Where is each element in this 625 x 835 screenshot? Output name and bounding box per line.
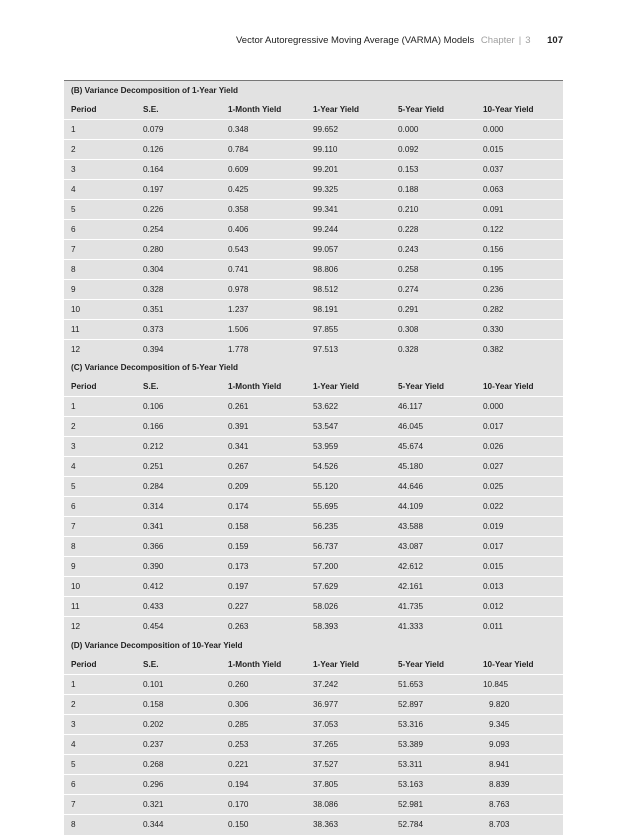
table-cell: 53.389 bbox=[391, 734, 476, 754]
table-cell: 9.345 bbox=[476, 714, 563, 734]
table-cell: 53.311 bbox=[391, 754, 476, 774]
table-cell: 0.425 bbox=[221, 179, 306, 199]
table-cell: 57.629 bbox=[306, 577, 391, 597]
table-cell: 0.412 bbox=[136, 577, 221, 597]
table-row bbox=[64, 279, 563, 299]
table-cell: 1 bbox=[64, 119, 136, 139]
table-cell: 99.057 bbox=[306, 239, 391, 259]
table-cell: 0.197 bbox=[221, 577, 306, 597]
table-cell: 99.652 bbox=[306, 119, 391, 139]
table-cell: 0.390 bbox=[136, 557, 221, 577]
table-cell: 53.622 bbox=[306, 397, 391, 417]
table-cell: 99.341 bbox=[306, 199, 391, 219]
table-cell: 0.454 bbox=[136, 617, 221, 637]
table-cell: 6 bbox=[64, 774, 136, 794]
table-cell: 57.200 bbox=[306, 557, 391, 577]
table-cell: 0.341 bbox=[221, 437, 306, 457]
section-title: (B) Variance Decomposition of 1-Year Yield bbox=[64, 81, 563, 100]
table-cell: 4 bbox=[64, 179, 136, 199]
table-cell: 0.164 bbox=[136, 159, 221, 179]
table-cell: 10 bbox=[64, 577, 136, 597]
table-cell: 0.433 bbox=[136, 597, 221, 617]
table-cell: 0.188 bbox=[391, 179, 476, 199]
table-cell: 0.314 bbox=[136, 497, 221, 517]
table-cell: 0.784 bbox=[221, 139, 306, 159]
table-cell: 1.237 bbox=[221, 299, 306, 319]
table-cell: 0.351 bbox=[136, 299, 221, 319]
table-row bbox=[64, 714, 563, 734]
table-cell: 0.227 bbox=[221, 597, 306, 617]
table-cell: 42.612 bbox=[391, 557, 476, 577]
table-row bbox=[64, 319, 563, 339]
table-cell: 0.394 bbox=[136, 339, 221, 359]
table-cell: 37.265 bbox=[306, 734, 391, 754]
table-cell: 0.015 bbox=[476, 139, 563, 159]
table-row bbox=[64, 577, 563, 597]
table-cell: 0.251 bbox=[136, 457, 221, 477]
column-header: 10-Year Yield bbox=[476, 377, 563, 397]
table-row bbox=[64, 694, 563, 714]
table-row bbox=[64, 597, 563, 617]
table-cell: 0.195 bbox=[476, 259, 563, 279]
table-cell: 9 bbox=[64, 279, 136, 299]
table-cell: 12 bbox=[64, 617, 136, 637]
table-cell: 0.012 bbox=[476, 597, 563, 617]
table-cell: 37.527 bbox=[306, 754, 391, 774]
table-cell: 99.244 bbox=[306, 219, 391, 239]
table-cell: 44.646 bbox=[391, 477, 476, 497]
table-cell: 41.333 bbox=[391, 617, 476, 637]
table-cell: 4 bbox=[64, 457, 136, 477]
column-header: S.E. bbox=[136, 377, 221, 397]
table-cell: 99.110 bbox=[306, 139, 391, 159]
table-cell: 0.321 bbox=[136, 794, 221, 814]
table-cell: 0.291 bbox=[391, 299, 476, 319]
table-row bbox=[64, 537, 563, 557]
table-cell: 55.120 bbox=[306, 477, 391, 497]
table-cell: 0.173 bbox=[221, 557, 306, 577]
column-header: Period bbox=[64, 655, 136, 675]
table-cell: 0.000 bbox=[391, 119, 476, 139]
table-cell: 0.226 bbox=[136, 199, 221, 219]
table-cell: 53.547 bbox=[306, 417, 391, 437]
table-cell: 2 bbox=[64, 694, 136, 714]
table-cell: 98.512 bbox=[306, 279, 391, 299]
table-cell: 0.978 bbox=[221, 279, 306, 299]
table-cell: 0.022 bbox=[476, 497, 563, 517]
table-cell: 53.316 bbox=[391, 714, 476, 734]
table-row bbox=[64, 259, 563, 279]
table-cell: 0.210 bbox=[391, 199, 476, 219]
table-cell: 0.011 bbox=[476, 617, 563, 637]
table-cell: 11 bbox=[64, 597, 136, 617]
table-row bbox=[64, 139, 563, 159]
table-row bbox=[64, 457, 563, 477]
table-cell: 9 bbox=[64, 557, 136, 577]
table-cell: 0.382 bbox=[476, 339, 563, 359]
table-cell: 42.161 bbox=[391, 577, 476, 597]
table-cell: 5 bbox=[64, 199, 136, 219]
section-title-row bbox=[64, 636, 563, 655]
column-header: 5-Year Yield bbox=[391, 655, 476, 675]
table-cell: 6 bbox=[64, 219, 136, 239]
table-cell: 0.296 bbox=[136, 774, 221, 794]
table-cell: 38.363 bbox=[306, 814, 391, 834]
table-cell: 41.735 bbox=[391, 597, 476, 617]
table-cell: 0.348 bbox=[221, 119, 306, 139]
chapter-label: Chapter bbox=[480, 35, 515, 46]
table-row bbox=[64, 617, 563, 637]
table-cell: 0.091 bbox=[476, 199, 563, 219]
column-header: 1-Year Yield bbox=[306, 655, 391, 675]
table-cell: 58.026 bbox=[306, 597, 391, 617]
table-cell: 0.221 bbox=[221, 754, 306, 774]
table-cell: 56.737 bbox=[306, 537, 391, 557]
table-cell: 0.017 bbox=[476, 537, 563, 557]
column-header: 1-Year Yield bbox=[306, 377, 391, 397]
table-cell: 99.325 bbox=[306, 179, 391, 199]
table-cell: 0.330 bbox=[476, 319, 563, 339]
table-row bbox=[64, 437, 563, 457]
table-cell: 53.959 bbox=[306, 437, 391, 457]
table-cell: 3 bbox=[64, 437, 136, 457]
table-cell: 0.159 bbox=[221, 537, 306, 557]
table-row bbox=[64, 219, 563, 239]
table-cell: 0.261 bbox=[221, 397, 306, 417]
table-cell: 4 bbox=[64, 734, 136, 754]
table-cell: 37.805 bbox=[306, 774, 391, 794]
table-row bbox=[64, 397, 563, 417]
table-cell: 0.253 bbox=[221, 734, 306, 754]
table-cell: 0.237 bbox=[136, 734, 221, 754]
table-cell: 10.845 bbox=[476, 674, 563, 694]
table-cell: 38.086 bbox=[306, 794, 391, 814]
table-cell: 9.820 bbox=[476, 694, 563, 714]
table-cell: 37.242 bbox=[306, 674, 391, 694]
table-cell: 0.280 bbox=[136, 239, 221, 259]
table-cell: 11 bbox=[64, 319, 136, 339]
table-row bbox=[64, 159, 563, 179]
table-cell: 0.197 bbox=[136, 179, 221, 199]
table-row bbox=[64, 417, 563, 437]
chapter-separator: | bbox=[518, 35, 522, 46]
column-header-row bbox=[64, 377, 563, 397]
table-cell: 51.653 bbox=[391, 674, 476, 694]
table-row bbox=[64, 517, 563, 537]
table-cell: 0.254 bbox=[136, 219, 221, 239]
table-cell: 7 bbox=[64, 517, 136, 537]
table-cell: 52.981 bbox=[391, 794, 476, 814]
table-row bbox=[64, 179, 563, 199]
table-cell: 3 bbox=[64, 159, 136, 179]
table-cell: 55.695 bbox=[306, 497, 391, 517]
table-cell: 0.341 bbox=[136, 517, 221, 537]
table-cell: 1 bbox=[64, 674, 136, 694]
table-cell: 56.235 bbox=[306, 517, 391, 537]
table-row bbox=[64, 557, 563, 577]
table-cell: 0.092 bbox=[391, 139, 476, 159]
table-cell: 0.101 bbox=[136, 674, 221, 694]
table-cell: 0.328 bbox=[136, 279, 221, 299]
table-cell: 53.163 bbox=[391, 774, 476, 794]
table-cell: 0.258 bbox=[391, 259, 476, 279]
running-title: Vector Autoregressive Moving Average (VARMA) Models bbox=[235, 35, 475, 46]
table-cell: 0.000 bbox=[476, 119, 563, 139]
table-cell: 0.079 bbox=[136, 119, 221, 139]
running-header bbox=[64, 35, 563, 46]
column-header: Period bbox=[64, 377, 136, 397]
table-cell: 0.153 bbox=[391, 159, 476, 179]
table-cell: 8.839 bbox=[476, 774, 563, 794]
table-cell: 0.263 bbox=[221, 617, 306, 637]
table-row bbox=[64, 199, 563, 219]
column-header: 10-Year Yield bbox=[476, 655, 563, 675]
table-row bbox=[64, 674, 563, 694]
table-cell: 8 bbox=[64, 814, 136, 834]
table-cell: 1 bbox=[64, 397, 136, 417]
table-cell: 0.063 bbox=[476, 179, 563, 199]
table-cell: 0.260 bbox=[221, 674, 306, 694]
table-cell: 37.053 bbox=[306, 714, 391, 734]
table-cell: 0.017 bbox=[476, 417, 563, 437]
table-cell: 0.202 bbox=[136, 714, 221, 734]
table-cell: 46.045 bbox=[391, 417, 476, 437]
section-title-row bbox=[64, 359, 563, 378]
table-cell: 0.025 bbox=[476, 477, 563, 497]
table-cell: 0.274 bbox=[391, 279, 476, 299]
table-cell: 1.506 bbox=[221, 319, 306, 339]
table-cell: 0.268 bbox=[136, 754, 221, 774]
table-row bbox=[64, 497, 563, 517]
table-cell: 0.406 bbox=[221, 219, 306, 239]
column-header-row bbox=[64, 655, 563, 675]
table-cell: 58.393 bbox=[306, 617, 391, 637]
table-cell: 0.228 bbox=[391, 219, 476, 239]
section-title: (D) Variance Decomposition of 10-Year Yield bbox=[64, 636, 563, 655]
table-cell: 8 bbox=[64, 259, 136, 279]
column-header: 5-Year Yield bbox=[391, 100, 476, 120]
table-cell: 0.209 bbox=[221, 477, 306, 497]
table-cell: 0.166 bbox=[136, 417, 221, 437]
table-cell: 52.897 bbox=[391, 694, 476, 714]
table-row bbox=[64, 794, 563, 814]
table-cell: 0.158 bbox=[136, 694, 221, 714]
table-cell: 0.026 bbox=[476, 437, 563, 457]
section-title-row bbox=[64, 81, 563, 100]
column-header: 1-Month Yield bbox=[221, 377, 306, 397]
table-cell: 8.941 bbox=[476, 754, 563, 774]
table-cell: 0.000 bbox=[476, 397, 563, 417]
table-cell: 43.087 bbox=[391, 537, 476, 557]
table-cell: 0.741 bbox=[221, 259, 306, 279]
table-cell: 54.526 bbox=[306, 457, 391, 477]
table-cell: 7 bbox=[64, 794, 136, 814]
table-cell: 0.122 bbox=[476, 219, 563, 239]
table-cell: 0.543 bbox=[221, 239, 306, 259]
table-cell: 0.156 bbox=[476, 239, 563, 259]
table-cell: 97.855 bbox=[306, 319, 391, 339]
table-body bbox=[64, 81, 563, 834]
table-row bbox=[64, 734, 563, 754]
table-cell: 98.806 bbox=[306, 259, 391, 279]
table-row bbox=[64, 477, 563, 497]
table-cell: 0.285 bbox=[221, 714, 306, 734]
table-cell: 0.174 bbox=[221, 497, 306, 517]
table-cell: 9.093 bbox=[476, 734, 563, 754]
table-cell: 5 bbox=[64, 754, 136, 774]
column-header: 5-Year Yield bbox=[391, 377, 476, 397]
column-header: 10-Year Yield bbox=[476, 100, 563, 120]
table-cell: 1.778 bbox=[221, 339, 306, 359]
table-cell: 98.191 bbox=[306, 299, 391, 319]
table-cell: 0.027 bbox=[476, 457, 563, 477]
table-cell: 0.126 bbox=[136, 139, 221, 159]
table-cell: 0.373 bbox=[136, 319, 221, 339]
table-cell: 45.674 bbox=[391, 437, 476, 457]
table-cell: 10 bbox=[64, 299, 136, 319]
table-row bbox=[64, 754, 563, 774]
table-cell: 8 bbox=[64, 537, 136, 557]
page-number: 107 bbox=[547, 35, 563, 46]
table-cell: 0.609 bbox=[221, 159, 306, 179]
table-row bbox=[64, 299, 563, 319]
column-header: 1-Month Yield bbox=[221, 100, 306, 120]
table-cell: 7 bbox=[64, 239, 136, 259]
column-header: Period bbox=[64, 100, 136, 120]
table-row bbox=[64, 119, 563, 139]
table-cell: 2 bbox=[64, 139, 136, 159]
table-cell: 0.170 bbox=[221, 794, 306, 814]
column-header: S.E. bbox=[136, 655, 221, 675]
table-cell: 2 bbox=[64, 417, 136, 437]
table-cell: 0.106 bbox=[136, 397, 221, 417]
table-cell: 0.243 bbox=[391, 239, 476, 259]
table-cell: 8.763 bbox=[476, 794, 563, 814]
table-cell: 6 bbox=[64, 497, 136, 517]
table-row bbox=[64, 239, 563, 259]
table-cell: 0.267 bbox=[221, 457, 306, 477]
table-cell: 0.150 bbox=[221, 814, 306, 834]
table-cell: 0.194 bbox=[221, 774, 306, 794]
table-cell: 0.015 bbox=[476, 557, 563, 577]
table-cell: 0.304 bbox=[136, 259, 221, 279]
variance-decomposition-table bbox=[64, 80, 563, 835]
table-cell: 3 bbox=[64, 714, 136, 734]
table-cell: 0.328 bbox=[391, 339, 476, 359]
table-cell: 0.158 bbox=[221, 517, 306, 537]
table-cell: 0.358 bbox=[221, 199, 306, 219]
table-cell: 52.784 bbox=[391, 814, 476, 834]
table-cell: 0.236 bbox=[476, 279, 563, 299]
table-cell: 0.282 bbox=[476, 299, 563, 319]
table-cell: 0.037 bbox=[476, 159, 563, 179]
table-cell: 99.201 bbox=[306, 159, 391, 179]
table-cell: 0.366 bbox=[136, 537, 221, 557]
table-cell: 8.703 bbox=[476, 814, 563, 834]
table-cell: 97.513 bbox=[306, 339, 391, 359]
table-cell: 5 bbox=[64, 477, 136, 497]
table-cell: 0.391 bbox=[221, 417, 306, 437]
section-title: (C) Variance Decomposition of 5-Year Yield bbox=[64, 359, 563, 378]
column-header: 1-Year Yield bbox=[306, 100, 391, 120]
table-cell: 0.212 bbox=[136, 437, 221, 457]
table-cell: 46.117 bbox=[391, 397, 476, 417]
table-cell: 0.013 bbox=[476, 577, 563, 597]
table-cell: 0.344 bbox=[136, 814, 221, 834]
table-cell: 12 bbox=[64, 339, 136, 359]
chapter-number: 3 bbox=[525, 35, 531, 46]
column-header: S.E. bbox=[136, 100, 221, 120]
table-cell: 44.109 bbox=[391, 497, 476, 517]
table-cell: 0.306 bbox=[221, 694, 306, 714]
table-cell: 45.180 bbox=[391, 457, 476, 477]
table-row bbox=[64, 339, 563, 359]
table-cell: 0.308 bbox=[391, 319, 476, 339]
table-cell: 0.284 bbox=[136, 477, 221, 497]
table-cell: 36.977 bbox=[306, 694, 391, 714]
table-cell: 0.019 bbox=[476, 517, 563, 537]
column-header-row bbox=[64, 100, 563, 120]
column-header: 1-Month Yield bbox=[221, 655, 306, 675]
table-cell: 43.588 bbox=[391, 517, 476, 537]
table-row bbox=[64, 814, 563, 834]
table-row bbox=[64, 774, 563, 794]
